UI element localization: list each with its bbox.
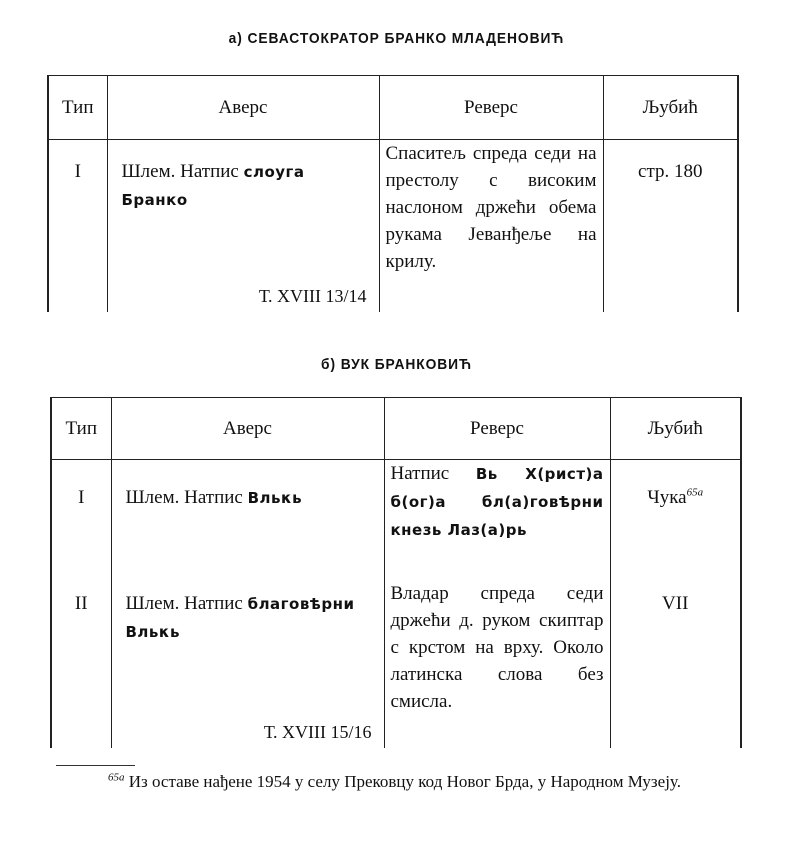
table-sevastokrator-branko bbox=[47, 75, 739, 312]
header-ref: Љубић bbox=[610, 398, 741, 460]
type-cell: I bbox=[51, 460, 111, 580]
footnote-text: Из оставе нађене 1954 у селу Прековцу код Новог Брда, у Народном Музеју. bbox=[128, 772, 681, 791]
plate-reference: Т. XVIII 15/16 bbox=[263, 721, 372, 742]
plate-reference: Т. XVIII 13/14 bbox=[258, 285, 367, 306]
section-b-title: б) ВУК БРАНКОВИЋ bbox=[321, 356, 472, 373]
ref-text: Чука bbox=[647, 487, 687, 508]
type-cell: I bbox=[48, 140, 107, 312]
reverse-inscription: Вь Х(рист)а б(ог)а бл(а)говѣрни кнезь Лаз(а)рь bbox=[390, 465, 604, 539]
header-type: Тип bbox=[48, 76, 107, 140]
header-type: Тип bbox=[51, 398, 111, 460]
type-cell: II bbox=[51, 580, 111, 748]
reverse-cell: Спаситељ спреда седи на престолу с високим наслоном држећи обема рукама Јеванђеље на крилу. bbox=[379, 140, 603, 312]
ref-cell bbox=[610, 460, 741, 580]
obverse-text: Шлем. Натпис bbox=[125, 592, 248, 614]
header-obverse: Аверс bbox=[107, 76, 379, 140]
header-reverse: Реверс bbox=[379, 76, 603, 140]
table-row bbox=[51, 460, 741, 580]
section-a-title: а) СЕВАСТОКРАТОР БРАНКО МЛАДЕНОВИЋ bbox=[228, 30, 565, 47]
header-obverse: Аверс bbox=[111, 398, 384, 460]
footnote bbox=[52, 770, 742, 794]
reverse-cell: Владар спреда седи држећи д. руком скиптар с крстом на врху. Около латинска слова без смисла. bbox=[384, 580, 610, 748]
obverse-text: Шлем. Натпис bbox=[125, 487, 248, 508]
reverse-text: Натпис bbox=[390, 463, 476, 484]
footnote-mark: 65а bbox=[108, 771, 125, 784]
table-row bbox=[51, 580, 741, 748]
obverse-text: Шлем. Натпис bbox=[121, 161, 244, 182]
header-ref: Љубић bbox=[603, 76, 738, 140]
footnote-marker: 65а bbox=[686, 486, 704, 499]
obverse-cell bbox=[107, 140, 379, 312]
table-vuk-brankovic bbox=[50, 397, 742, 748]
ref-cell: VII bbox=[610, 580, 741, 748]
table-row bbox=[48, 140, 738, 312]
obverse-inscription: Вльκь bbox=[247, 489, 303, 507]
obverse-cell bbox=[111, 580, 384, 748]
footnote-divider bbox=[56, 765, 135, 766]
obverse-inscription: слоуга Бранко bbox=[121, 163, 305, 209]
reverse-cell bbox=[384, 460, 610, 580]
ref-cell: стр. 180 bbox=[603, 140, 738, 312]
header-reverse: Реверс bbox=[384, 398, 610, 460]
obverse-cell bbox=[111, 460, 384, 580]
obverse-inscription: благовѣрни Вльκь bbox=[125, 594, 355, 641]
